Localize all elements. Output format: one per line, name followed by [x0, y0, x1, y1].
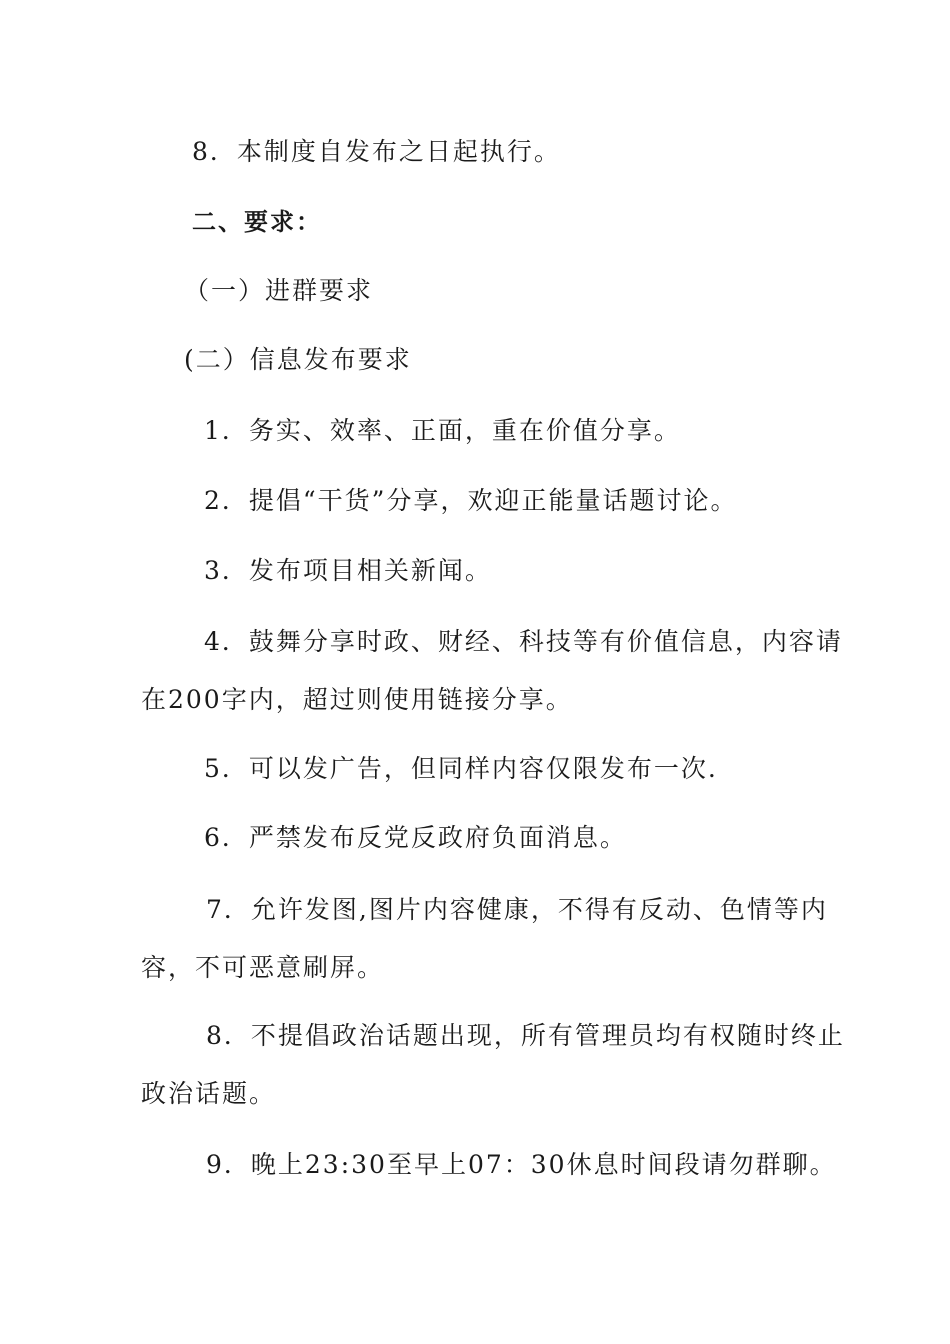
rule-8-effective: 8．本制度自发布之日起执行。 [192, 137, 561, 166]
posting-item-4-continued: 在200字内，超过则使用链接分享。 [141, 685, 573, 714]
section-heading-requirements: 二、要求： [192, 208, 322, 236]
posting-item-2: 2．提倡“干货”分享，欢迎正能量话题讨论。 [204, 486, 738, 515]
subsection-posting-requirements: (二）信息发布要求 [184, 345, 412, 374]
posting-item-8-continued: 政治话题。 [141, 1079, 277, 1108]
posting-item-8: 8．不提倡政治话题出现，所有管理员均有权随时终止 [206, 1021, 845, 1050]
posting-item-7-continued: 容，不可恶意刷屏。 [141, 953, 385, 982]
posting-item-3: 3．发布项目相关新闻。 [204, 556, 492, 585]
posting-item-5: 5．可以发广告，但同样内容仅限发布一次. [204, 754, 718, 783]
posting-item-9: 9．晚上23:30至早上07：30休息时间段请勿群聊。 [206, 1150, 837, 1179]
subsection-join-requirements: （一）进群要求 [184, 276, 374, 305]
posting-item-6: 6．严禁发布反党反政府负面消息。 [204, 823, 627, 852]
posting-item-4: 4．鼓舞分享时政、财经、科技等有价值信息，内容请 [204, 627, 843, 656]
posting-item-7: 7．允许发图,图片内容健康，不得有反动、色情等内 [206, 895, 828, 924]
posting-item-1: 1．务实、效率、正面，重在价值分享。 [204, 416, 681, 445]
